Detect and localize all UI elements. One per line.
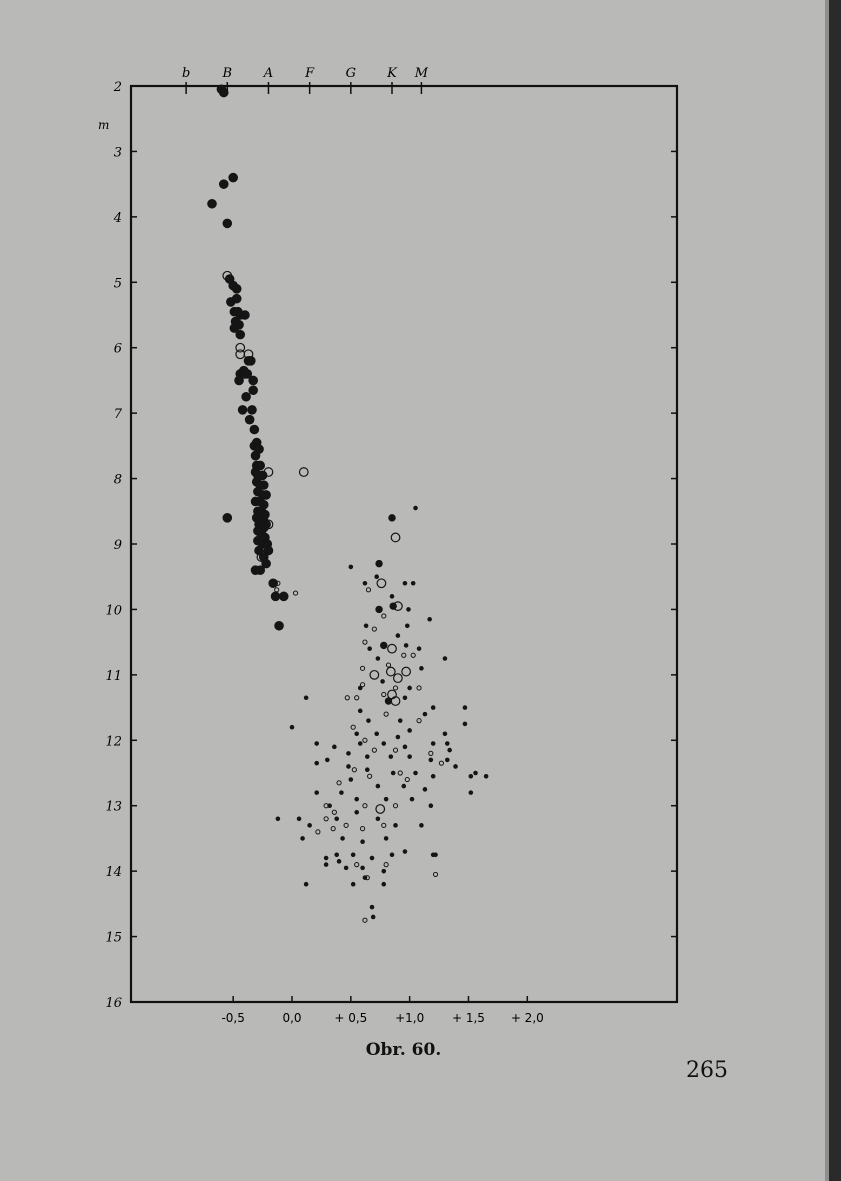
star-point — [386, 663, 390, 667]
star-point — [382, 882, 386, 886]
star-point — [445, 758, 449, 762]
star-point — [390, 603, 396, 609]
star-point — [376, 805, 385, 814]
star-point — [394, 823, 398, 827]
star-point — [387, 667, 396, 676]
star-point — [448, 748, 452, 752]
star-point — [208, 199, 217, 208]
star-point — [304, 696, 308, 700]
star-point — [248, 406, 257, 415]
star-point — [420, 666, 424, 670]
plot-frame — [131, 86, 677, 1002]
top-tick-label: M — [414, 66, 429, 81]
star-point — [382, 692, 386, 696]
star-point — [324, 863, 328, 867]
star-point — [344, 866, 348, 870]
star-point — [355, 732, 359, 736]
star-point — [293, 591, 297, 595]
star-point — [393, 748, 397, 752]
star-point — [414, 771, 418, 775]
star-point — [384, 797, 388, 801]
star-point — [370, 856, 374, 860]
star-point — [351, 853, 355, 857]
x-tick-label: +1,0 — [395, 1011, 425, 1025]
x-tick-label: -0,5 — [221, 1011, 245, 1025]
star-point — [423, 712, 427, 716]
star-point — [384, 712, 388, 716]
y-tick-label: 7 — [113, 407, 122, 423]
star-point — [375, 575, 379, 579]
star-point — [304, 882, 308, 886]
star-point — [223, 514, 232, 523]
star-point — [417, 686, 421, 690]
y-tick-label: 6 — [113, 341, 122, 357]
star-point — [408, 755, 412, 759]
star-point — [279, 592, 288, 601]
y-tick-label: 13 — [105, 799, 122, 815]
star-point — [236, 330, 245, 339]
star-point — [368, 647, 372, 651]
caption-text: Obr. 60. — [365, 1040, 442, 1060]
star-point — [403, 850, 407, 854]
star-point — [391, 697, 400, 706]
x-tick-label: + 0,5 — [334, 1011, 368, 1025]
star-point — [377, 579, 386, 588]
star-point — [390, 594, 394, 598]
y-tick-label: 3 — [113, 145, 122, 161]
star-point — [361, 866, 365, 870]
star-point — [382, 823, 386, 827]
star-point — [351, 725, 355, 729]
star-point — [355, 863, 359, 867]
star-point — [363, 640, 367, 644]
star-point — [363, 738, 367, 742]
y-axis-label: m — [98, 118, 110, 132]
top-tick-label: A — [263, 66, 274, 81]
y-axis-ticks — [105, 80, 677, 1011]
star-point — [389, 515, 395, 521]
star-point — [431, 706, 435, 710]
star-point — [431, 742, 435, 746]
star-point — [376, 657, 380, 661]
star-point — [335, 853, 339, 857]
star-point — [414, 506, 418, 510]
star-point — [439, 761, 443, 765]
x-tick-label: + 2,0 — [510, 1011, 544, 1025]
star-point — [429, 804, 433, 808]
y-tick-label: 10 — [105, 603, 122, 619]
star-point — [370, 905, 374, 909]
star-point — [431, 774, 435, 778]
star-point — [410, 797, 414, 801]
star-point — [368, 774, 372, 778]
star-point — [375, 732, 379, 736]
star-point — [337, 781, 341, 785]
star-point — [223, 219, 232, 228]
star-point — [358, 742, 362, 746]
star-point — [232, 294, 241, 303]
star-point — [454, 765, 458, 769]
star-point — [316, 830, 320, 834]
star-point — [345, 696, 349, 700]
star-point — [417, 647, 421, 651]
star-point — [370, 671, 379, 680]
star-point — [351, 882, 355, 886]
star-point — [405, 624, 409, 628]
star-point — [360, 666, 364, 670]
star-point — [331, 827, 335, 831]
star-point — [445, 742, 449, 746]
star-point — [393, 804, 397, 808]
star-point — [315, 791, 319, 795]
star-point — [337, 859, 341, 863]
star-point — [484, 774, 488, 778]
star-point — [245, 415, 254, 424]
star-point — [355, 696, 359, 700]
star-point — [242, 392, 251, 401]
star-point — [364, 624, 368, 628]
star-point — [360, 827, 364, 831]
star-point — [232, 285, 241, 294]
star-point — [417, 719, 421, 723]
star-point — [349, 565, 353, 569]
star-point — [367, 719, 371, 723]
star-point — [385, 698, 391, 704]
star-point — [249, 386, 258, 395]
star-point — [308, 823, 312, 827]
y-tick-label: 4 — [113, 210, 122, 226]
star-point — [352, 768, 356, 772]
star-point — [358, 709, 362, 713]
star-point — [408, 729, 412, 733]
star-point — [411, 581, 415, 585]
star-point — [347, 765, 351, 769]
star-point — [376, 784, 380, 788]
star-point — [403, 696, 407, 700]
star-point — [361, 840, 365, 844]
star-point — [402, 784, 406, 788]
y-tick-label: 11 — [105, 668, 122, 684]
star-point — [396, 735, 400, 739]
y-tick-label: 2 — [113, 80, 122, 95]
star-point — [443, 732, 447, 736]
page-number: 265 — [686, 1058, 728, 1083]
star-point — [335, 817, 339, 821]
star-point — [434, 853, 438, 857]
star-point — [365, 755, 369, 759]
star-point — [219, 88, 228, 97]
star-point — [363, 918, 367, 922]
star-point — [256, 566, 265, 575]
star-point — [411, 653, 415, 657]
star-point — [389, 755, 393, 759]
star-point — [360, 683, 364, 687]
top-tick-label: B — [222, 66, 233, 81]
star-point — [229, 173, 238, 182]
star-point — [405, 777, 409, 781]
y-tick-label: 15 — [105, 930, 122, 946]
star-point — [371, 915, 375, 919]
y-tick-label: 12 — [105, 734, 122, 750]
star-point — [290, 725, 294, 729]
star-point — [402, 653, 406, 657]
star-point — [384, 863, 388, 867]
star-point — [251, 451, 260, 460]
star-point — [403, 581, 407, 585]
y-tick-label: 9 — [113, 538, 122, 553]
star-point — [420, 823, 424, 827]
y-tick-label: 16 — [105, 996, 122, 1011]
star-point — [275, 621, 284, 630]
star-point — [433, 872, 437, 876]
top-tick-label: K — [387, 66, 397, 81]
star-point — [463, 706, 467, 710]
star-point — [315, 742, 319, 746]
star-point — [324, 817, 328, 821]
star-point — [390, 853, 394, 857]
star-point — [355, 810, 359, 814]
star-point — [365, 768, 369, 772]
top-tick-label: G — [345, 66, 357, 81]
star-point — [355, 797, 359, 801]
star-point — [474, 771, 478, 775]
star-point — [301, 837, 305, 841]
star-point — [393, 686, 397, 690]
star-point — [376, 606, 382, 612]
figure-caption — [0, 1040, 841, 1060]
star-point — [363, 581, 367, 585]
star-point — [344, 823, 348, 827]
star-point — [332, 810, 336, 814]
star-point — [428, 617, 432, 621]
star-point — [271, 592, 280, 601]
star-point — [398, 719, 402, 723]
x-tick-label: 0,0 — [282, 1011, 302, 1025]
star-point — [388, 644, 397, 653]
star-point — [332, 745, 336, 749]
star-point — [403, 745, 407, 749]
data-points — [208, 85, 488, 922]
star-point — [394, 674, 403, 683]
star-point — [349, 778, 353, 782]
star-point — [347, 751, 351, 755]
star-point — [249, 376, 258, 385]
star-point — [429, 751, 433, 755]
star-point — [297, 817, 301, 821]
top-tick-label: b — [181, 66, 191, 81]
y-tick-label: 8 — [113, 472, 122, 488]
star-point — [219, 180, 228, 189]
star-point — [423, 787, 427, 791]
star-point — [398, 771, 402, 775]
star-point — [250, 425, 259, 434]
star-point — [366, 588, 370, 592]
y-tick-label: 5 — [113, 276, 122, 292]
star-point — [376, 560, 382, 566]
star-point — [382, 742, 386, 746]
star-point — [381, 642, 387, 648]
star-point — [443, 657, 447, 661]
star-point — [463, 722, 467, 726]
star-point — [275, 588, 279, 592]
star-point — [429, 758, 433, 762]
star-point — [299, 468, 308, 477]
star-point — [407, 608, 411, 612]
star-point — [384, 837, 388, 841]
star-point — [382, 869, 386, 873]
star-point — [340, 791, 344, 795]
top-tick-label: F — [305, 66, 315, 81]
star-point — [376, 817, 380, 821]
star-point — [324, 856, 328, 860]
x-axis-ticks — [221, 996, 543, 1025]
star-point — [391, 771, 395, 775]
star-point — [372, 627, 376, 631]
x-tick-label: + 1,5 — [451, 1011, 485, 1025]
star-point — [382, 614, 386, 618]
star-point — [391, 533, 400, 542]
star-point — [341, 837, 345, 841]
star-point — [396, 634, 400, 638]
star-point — [315, 761, 319, 765]
star-point — [402, 667, 411, 676]
star-point — [408, 686, 412, 690]
star-point — [236, 350, 245, 359]
star-point — [241, 311, 250, 320]
star-point — [372, 748, 376, 752]
star-point — [363, 804, 367, 808]
star-point — [469, 791, 473, 795]
star-point — [238, 406, 247, 415]
star-point — [404, 644, 408, 648]
star-point — [325, 758, 329, 762]
y-tick-label: 14 — [105, 865, 122, 881]
star-point — [469, 774, 473, 778]
star-point — [381, 680, 385, 684]
star-point — [276, 817, 280, 821]
